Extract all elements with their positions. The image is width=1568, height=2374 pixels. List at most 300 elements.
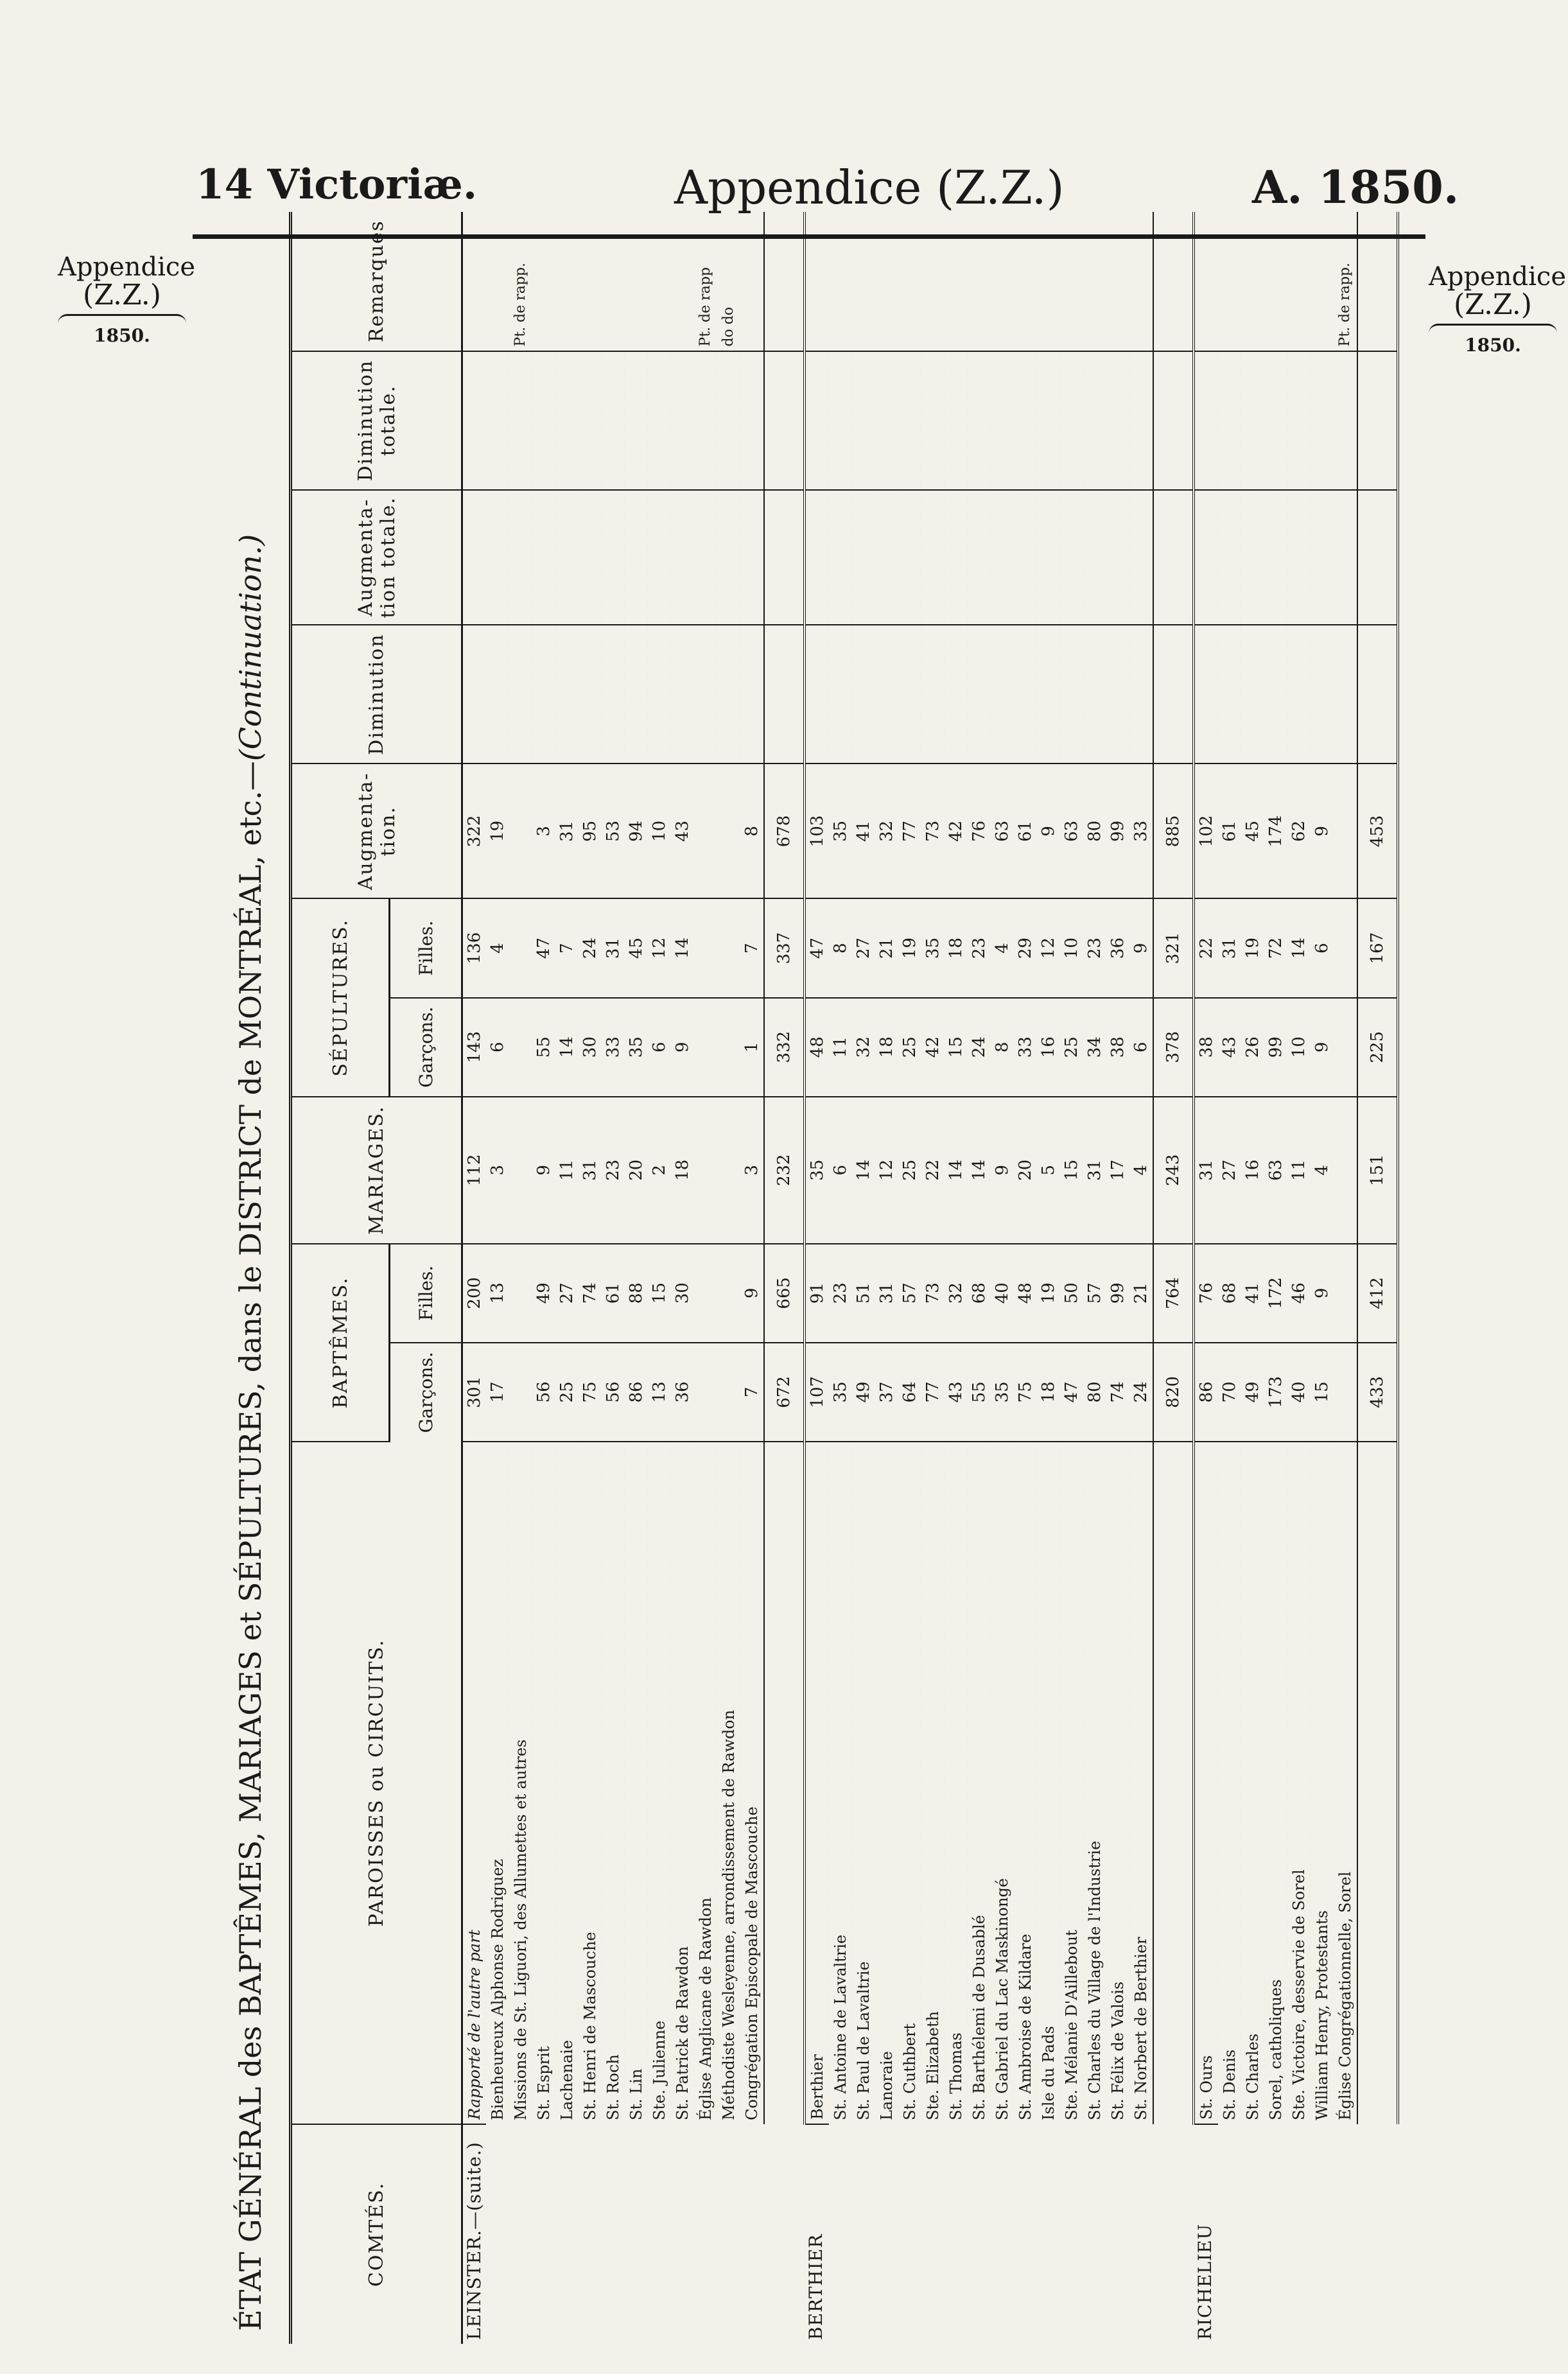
value-bf: 61	[602, 1244, 625, 1343]
parish-cell	[1218, 1442, 1241, 2124]
empty-augt	[1106, 490, 1129, 625]
value-m	[717, 1097, 740, 1244]
value-m: 17	[1106, 1097, 1129, 1244]
total-bf: 412	[1357, 1244, 1398, 1343]
value-bf	[694, 1244, 717, 1343]
empty-dimt	[1334, 351, 1357, 490]
empty-augt	[991, 490, 1014, 625]
remarque-cell	[1037, 212, 1060, 351]
value-aug: 94	[625, 764, 648, 898]
parish-cell	[694, 1442, 717, 2124]
empty-dimt	[717, 351, 740, 490]
parish-label: Lachenaie	[558, 2038, 576, 2120]
parish-cell	[1311, 1442, 1334, 2124]
value-sg: 15	[945, 998, 968, 1097]
page-header-right: A. 1850.	[1252, 161, 1459, 214]
value-m: 5	[1037, 1097, 1060, 1244]
value-sg: 6	[1129, 998, 1153, 1097]
value-m: 25	[898, 1097, 921, 1244]
value-bf: 57	[1083, 1244, 1106, 1343]
value-sg: 34	[1083, 998, 1106, 1097]
value-aug: 19	[486, 764, 509, 898]
value-aug: 63	[1060, 764, 1083, 898]
value-bf: 76	[1194, 1244, 1218, 1343]
empty-augt	[1194, 490, 1218, 625]
value-sg: 16	[1037, 998, 1060, 1097]
empty-dimt	[1311, 351, 1334, 490]
table-row	[1334, 212, 1357, 2344]
value-sg: 11	[829, 998, 852, 1097]
table-row	[1264, 212, 1287, 2344]
value-m: 3	[740, 1097, 764, 1244]
value-sf: 24	[579, 898, 602, 997]
value-aug: 33	[1129, 764, 1153, 898]
parish-cell	[829, 1442, 852, 2124]
page-header-left: 14 Victoriæ.	[196, 161, 478, 209]
value-bg: 35	[991, 1343, 1014, 1442]
empty-dim	[1014, 625, 1037, 764]
value-sf: 36	[1106, 898, 1129, 997]
value-bf: 74	[579, 1244, 602, 1343]
parish-cell	[991, 1442, 1014, 2124]
empty-dim	[1037, 625, 1060, 764]
empty-dimt	[991, 351, 1014, 490]
empty-augt	[875, 490, 898, 625]
parish-label: St. Norbert de Berthier	[1132, 1934, 1150, 2120]
table-row	[671, 212, 694, 2344]
empty-augt	[671, 490, 694, 625]
empty-dimt	[875, 351, 898, 490]
empty-augt	[555, 490, 579, 625]
value-sf: 14	[1287, 898, 1311, 997]
value-sf: 31	[1218, 898, 1241, 997]
empty-dim	[1106, 625, 1129, 764]
value-sg: 38	[1194, 998, 1218, 1097]
value-bf: 48	[1014, 1244, 1037, 1343]
value-m: 2	[648, 1097, 671, 1244]
value-bf: 68	[1218, 1244, 1241, 1343]
value-bf: 200	[462, 1244, 487, 1343]
value-bg: 49	[1241, 1343, 1264, 1442]
value-bg: 24	[1129, 1343, 1153, 1442]
value-m: 23	[602, 1097, 625, 1244]
empty-augt	[625, 490, 648, 625]
value-bg: 77	[921, 1343, 945, 1442]
remarque-cell	[805, 212, 829, 351]
value-bf	[1334, 1244, 1357, 1343]
value-aug: 8	[740, 764, 764, 898]
remarque-cell	[852, 212, 875, 351]
value-sg: 35	[625, 998, 648, 1097]
table-title	[212, 199, 289, 2344]
empty-dim	[555, 625, 579, 764]
empty-augt	[486, 490, 509, 625]
empty-dim	[462, 625, 487, 764]
remarque-cell	[462, 212, 487, 351]
empty-dimt	[486, 351, 509, 490]
remarque-cell	[1014, 212, 1037, 351]
empty-augt	[1287, 490, 1311, 625]
value-sf: 72	[1264, 898, 1287, 997]
empty-dim	[740, 625, 764, 764]
empty-dimt	[968, 351, 991, 490]
value-sf: 31	[602, 898, 625, 997]
parish-cell	[717, 1442, 740, 2124]
total-empty	[764, 490, 805, 625]
empty-augt	[1264, 490, 1287, 625]
value-bg: 74	[1106, 1343, 1129, 1442]
remarque-cell: Pt. de rapp	[694, 212, 717, 351]
table-row	[805, 212, 829, 2344]
value-aug: 43	[671, 764, 694, 898]
parish-label: Ste. Julienne	[650, 2018, 668, 2120]
empty-augt	[829, 490, 852, 625]
empty-augt	[968, 490, 991, 625]
empty-dim	[694, 625, 717, 764]
table-row	[648, 212, 671, 2344]
value-aug	[509, 764, 532, 898]
parish-label: St. Félix de Valois	[1109, 1979, 1127, 2120]
value-aug: 10	[648, 764, 671, 898]
value-bg: 47	[1060, 1343, 1083, 1442]
value-sf: 27	[852, 898, 875, 997]
remarque-cell	[898, 212, 921, 351]
value-bg: 70	[1218, 1343, 1241, 1442]
col-paroisses: PAROISSES ou CIRCUITS.	[291, 1442, 462, 2124]
value-bg	[509, 1343, 532, 1442]
value-sf: 12	[648, 898, 671, 997]
value-aug: 9	[1311, 764, 1334, 898]
parish-label: St. Roch	[604, 2052, 622, 2120]
value-sf: 4	[486, 898, 509, 997]
parish-cell	[945, 1442, 968, 2124]
value-sg: 6	[486, 998, 509, 1097]
parish-cell	[1241, 1442, 1264, 2124]
parish-cell	[648, 1442, 671, 2124]
empty-dimt	[1014, 351, 1037, 490]
value-bg	[694, 1343, 717, 1442]
empty-dim	[671, 625, 694, 764]
value-m: 9	[991, 1097, 1014, 1244]
value-sf: 7	[740, 898, 764, 997]
empty-dim	[1129, 625, 1153, 764]
value-aug	[717, 764, 740, 898]
value-bf: 27	[555, 1244, 579, 1343]
empty-dimt	[898, 351, 921, 490]
value-aug: 61	[1218, 764, 1241, 898]
empty-augt	[532, 490, 555, 625]
value-bg: 40	[1287, 1343, 1311, 1442]
page-header-center: Appendice (Z.Z.)	[674, 161, 1065, 214]
remarque-cell	[1083, 212, 1106, 351]
value-m: 4	[1129, 1097, 1153, 1244]
value-bg: 18	[1037, 1343, 1060, 1442]
parish-label: St. Barthélemi de Dusablé	[970, 1912, 988, 2120]
empty-dim	[648, 625, 671, 764]
value-sg: 99	[1264, 998, 1287, 1097]
value-bg: 75	[579, 1343, 602, 1442]
empty-augt	[805, 490, 829, 625]
value-sg	[717, 998, 740, 1097]
value-m: 11	[1287, 1097, 1311, 1244]
col-sepultures: SÉPULTURES.	[291, 898, 390, 1096]
col-comtes: COMTÉS.	[291, 2124, 462, 2344]
value-sf: 21	[875, 898, 898, 997]
value-m: 18	[671, 1097, 694, 1244]
parish-label: Rapporté de l'autre part	[466, 1927, 483, 2120]
value-m: 20	[1014, 1097, 1037, 1244]
table-row	[740, 212, 764, 2344]
value-m: 15	[1060, 1097, 1083, 1244]
parish-cell	[462, 1442, 487, 2124]
empty-dimt	[852, 351, 875, 490]
value-aug: 31	[555, 764, 579, 898]
value-bg: 17	[486, 1343, 509, 1442]
value-aug: 53	[602, 764, 625, 898]
value-bf: 9	[1311, 1244, 1334, 1343]
table-row	[898, 212, 921, 2344]
remarque-cell	[945, 212, 968, 351]
empty-dim	[1287, 625, 1311, 764]
parish-label: St. Henri de Mascouche	[581, 1929, 599, 2120]
total-bg: 672	[764, 1343, 805, 1442]
parish-cell	[625, 1442, 648, 2124]
remarque-cell: Pt. de rapp.	[509, 212, 532, 351]
value-bf: 15	[648, 1244, 671, 1343]
value-sf: 136	[462, 898, 487, 997]
value-m	[1334, 1097, 1357, 1244]
parish-cell	[740, 1442, 764, 2124]
empty-dimt	[625, 351, 648, 490]
parish-label: St. Thomas	[947, 2030, 965, 2120]
parish-cell	[1060, 1442, 1083, 2124]
col-augmentation-totale: Augmenta- tion totale.	[291, 490, 462, 625]
value-sf: 18	[945, 898, 968, 997]
empty-augt	[898, 490, 921, 625]
value-bf: 23	[829, 1244, 852, 1343]
value-aug	[1334, 764, 1357, 898]
empty-dim	[602, 625, 625, 764]
value-sg: 25	[898, 998, 921, 1097]
value-bg: 55	[968, 1343, 991, 1442]
value-m: 14	[968, 1097, 991, 1244]
empty-dimt	[740, 351, 764, 490]
value-bf	[717, 1244, 740, 1343]
value-sf: 23	[1083, 898, 1106, 997]
value-sg: 48	[805, 998, 829, 1097]
parish-label: St. Cuthbert	[901, 2021, 919, 2120]
table-row	[1083, 212, 1106, 2344]
value-sg: 10	[1287, 998, 1311, 1097]
parish-label: St. Ambroise de Kildare	[1016, 1932, 1034, 2120]
value-sg: 9	[1311, 998, 1334, 1097]
parish-label: St. Patrick de Rawdon	[674, 1944, 692, 2120]
value-bg: 56	[602, 1343, 625, 1442]
value-m: 112	[462, 1097, 487, 1244]
empty-dim	[968, 625, 991, 764]
value-m	[694, 1097, 717, 1244]
value-aug: 61	[1014, 764, 1037, 898]
parish-cell	[1264, 1442, 1287, 2124]
remarque-cell	[671, 212, 694, 351]
parish-cell	[1129, 1442, 1153, 2124]
value-m: 22	[921, 1097, 945, 1244]
parish-cell	[555, 1442, 579, 2124]
parish-label: St. Gabriel du Lac Maskinongé	[993, 1876, 1011, 2120]
value-bf: 50	[1060, 1244, 1083, 1343]
table-row	[968, 212, 991, 2344]
table-row	[945, 212, 968, 2344]
value-bg: 35	[829, 1343, 852, 1442]
parish-label: Méthodiste Wesleyenne, arrondissement de Rawdon	[720, 1707, 738, 2120]
col-baptemes-filles: Filles.	[390, 1244, 462, 1343]
remarque-cell	[1241, 212, 1264, 351]
value-sg: 143	[462, 998, 487, 1097]
value-sg: 6	[648, 998, 671, 1097]
total-bg: 820	[1153, 1343, 1194, 1442]
remarque-cell	[921, 212, 945, 351]
empty-augt	[579, 490, 602, 625]
parish-cell	[509, 1442, 532, 2124]
value-m: 14	[945, 1097, 968, 1244]
total-bf: 665	[764, 1244, 805, 1343]
value-m: 27	[1218, 1097, 1241, 1244]
remarque-cell	[602, 212, 625, 351]
parish-cell	[1014, 1442, 1037, 2124]
table-row	[921, 212, 945, 2344]
value-sg: 1	[740, 998, 764, 1097]
parish-cell	[1334, 1442, 1357, 2124]
col-baptemes-garcons: Garçons.	[390, 1343, 462, 1442]
value-sg: 25	[1060, 998, 1083, 1097]
col-baptemes: BAPTÊMES.	[291, 1244, 390, 1442]
value-sf	[717, 898, 740, 997]
parish-label: Église Anglicane de Rawdon	[697, 1895, 715, 2120]
value-sf: 47	[805, 898, 829, 997]
remarque-cell	[625, 212, 648, 351]
total-m: 243	[1153, 1097, 1194, 1244]
parish-cell	[1083, 1442, 1106, 2124]
value-aug: 322	[462, 764, 487, 898]
parish-cell	[921, 1442, 945, 2124]
col-augmentation: Augmenta- tion.	[291, 764, 462, 898]
table-row	[852, 212, 875, 2344]
empty-augt	[717, 490, 740, 625]
rotated-table	[212, 212, 1432, 2344]
value-sg: 26	[1241, 998, 1264, 1097]
value-aug: 76	[968, 764, 991, 898]
empty-dimt	[921, 351, 945, 490]
value-sf: 9	[1129, 898, 1153, 997]
empty-dimt	[694, 351, 717, 490]
empty-augt	[1311, 490, 1334, 625]
col-diminution-totale: Diminution totale.	[291, 351, 462, 490]
value-sg	[509, 998, 532, 1097]
parish-label: Ste. Victoire, desservie de Sorel	[1290, 1867, 1308, 2120]
value-bg: 173	[1264, 1343, 1287, 1442]
total-empty	[1357, 490, 1398, 625]
table-row	[1129, 212, 1153, 2344]
county-cell: BERTHIER	[805, 2233, 826, 2340]
value-sg	[694, 998, 717, 1097]
value-sf	[509, 898, 532, 997]
value-sf: 10	[1060, 898, 1083, 997]
value-bf: 9	[740, 1244, 764, 1343]
value-sg: 8	[991, 998, 1014, 1097]
table-row	[717, 212, 740, 2344]
value-aug: 80	[1083, 764, 1106, 898]
remarque-cell	[1287, 212, 1311, 351]
table-row	[1241, 212, 1264, 2344]
remarque-cell	[1218, 212, 1241, 351]
value-aug: 41	[852, 764, 875, 898]
remarque-cell	[579, 212, 602, 351]
empty-dim	[625, 625, 648, 764]
empty-augt	[1241, 490, 1264, 625]
table-row	[486, 212, 509, 2344]
value-sf: 22	[1194, 898, 1218, 997]
parish-cell	[579, 1442, 602, 2124]
value-aug: 35	[829, 764, 852, 898]
value-bf: 41	[1241, 1244, 1264, 1343]
parish-label: Missions de St. Liguori, des Allumettes et autres	[512, 1737, 530, 2120]
value-bf: 32	[945, 1244, 968, 1343]
table-row	[1060, 212, 1083, 2344]
value-sg: 9	[671, 998, 694, 1097]
value-m: 12	[875, 1097, 898, 1244]
total-aug: 678	[764, 764, 805, 898]
value-aug: 9	[1037, 764, 1060, 898]
value-sg: 24	[968, 998, 991, 1097]
total-m: 232	[764, 1097, 805, 1244]
value-sf: 12	[1037, 898, 1060, 997]
parish-cell	[968, 1442, 991, 2124]
value-m: 6	[829, 1097, 852, 1244]
remarque-cell	[968, 212, 991, 351]
total-blank	[1357, 1442, 1398, 2124]
value-m: 3	[486, 1097, 509, 1244]
value-bg: 13	[648, 1343, 671, 1442]
value-m	[509, 1097, 532, 1244]
empty-dimt	[1287, 351, 1311, 490]
total-empty	[1153, 212, 1194, 351]
total-aug: 885	[1153, 764, 1194, 898]
margin-note-right-sub: (Z.Z.)	[1454, 288, 1532, 321]
parish-label: St. Esprit	[535, 2044, 553, 2120]
empty-dim	[1060, 625, 1083, 764]
remarque-cell	[486, 212, 509, 351]
value-sg: 14	[555, 998, 579, 1097]
value-sg	[1334, 998, 1357, 1097]
empty-dimt	[829, 351, 852, 490]
empty-dimt	[945, 351, 968, 490]
table-body	[462, 212, 1398, 2344]
value-sf: 19	[1241, 898, 1264, 997]
parish-cell	[852, 1442, 875, 2124]
margin-note-left	[58, 252, 196, 347]
value-aug: 102	[1194, 764, 1218, 898]
value-bf: 51	[852, 1244, 875, 1343]
total-row	[1153, 212, 1194, 2344]
total-row	[1357, 212, 1398, 2344]
empty-dimt	[805, 351, 829, 490]
value-bf: 88	[625, 1244, 648, 1343]
value-sg: 30	[579, 998, 602, 1097]
empty-dimt	[648, 351, 671, 490]
total-sg: 332	[764, 998, 805, 1097]
total-empty	[1153, 351, 1194, 490]
value-sf: 19	[898, 898, 921, 997]
